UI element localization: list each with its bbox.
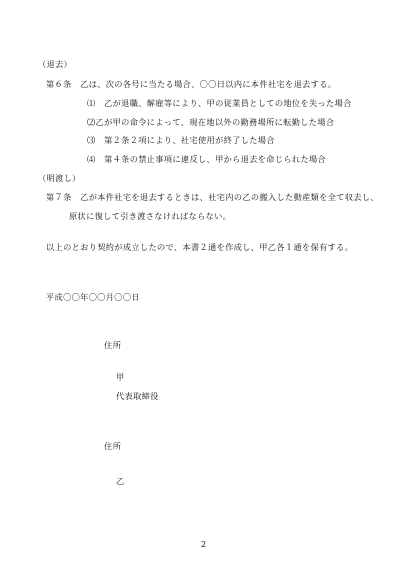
article-7-line-2: 原状に復して引き渡さなければならない。 — [69, 211, 232, 221]
article-6-item-2: ⑵乙が甲の命令によって、現在地以外の勤務場所に転勤した場合 — [87, 117, 335, 127]
section-heading-withdrawal: （退去） — [38, 59, 73, 69]
article-6-item-1: ⑴ 乙が退職、解雇等により、甲の従業員としての地位を失った場合 — [87, 98, 352, 108]
party-a-title: 代表取締役 — [116, 391, 159, 401]
party-a-name: 甲 — [116, 372, 125, 382]
closing-statement: 以上のとおり契約が成立したので、本書２通を作成し、甲乙各１通を保有する。 — [46, 242, 354, 252]
article-6-item-3: ⑶ 第２条２項により、社宅使用が終了した場合 — [87, 135, 275, 145]
party-b-name: 乙 — [116, 476, 125, 486]
party-b-address-label: 住所 — [104, 441, 122, 451]
page-number: 2 — [201, 540, 207, 549]
article-6-item-4: ⑷ 第４条の禁止事項に違反し、甲から退去を命じられた場合 — [87, 154, 327, 164]
article-6: 第６条 乙は、次の各号に当たる場合、〇〇日以内に本件社宅を退去する。 — [46, 79, 337, 89]
party-a-address-label: 住所 — [104, 340, 122, 350]
section-heading-handover: （明渡し） — [38, 173, 81, 183]
article-7-line-1: 第７条 乙が本件社宅を退去するときは、社宅内の乙の搬入した動産類を全て収去し、 — [46, 192, 379, 202]
contract-date: 平成〇〇年〇〇月〇〇日 — [46, 292, 140, 302]
